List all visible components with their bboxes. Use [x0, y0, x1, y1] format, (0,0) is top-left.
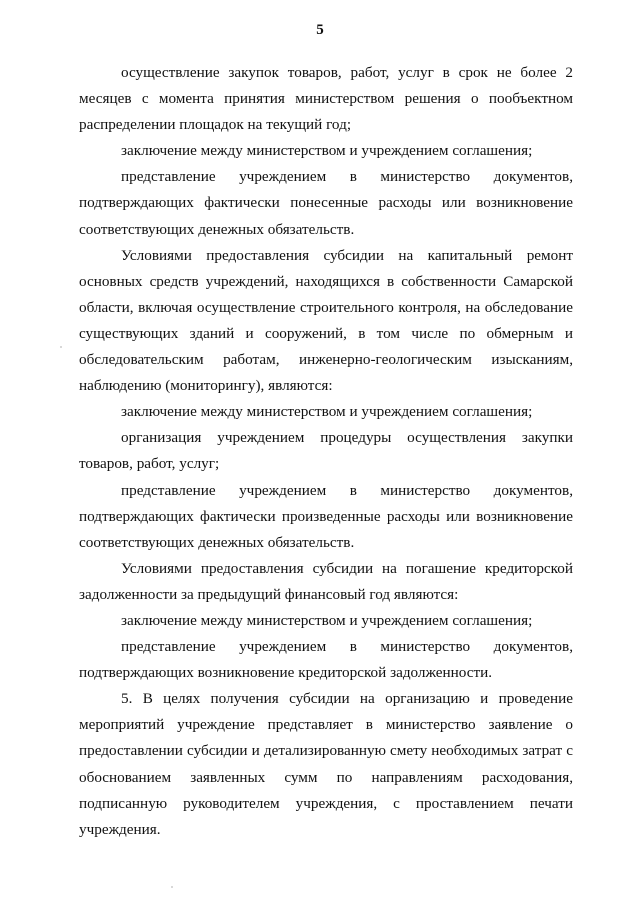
paragraph-agreement-3: заключение между министерством и учреждением соглашения;	[121, 611, 533, 629]
page-number: 5	[316, 22, 324, 38]
paragraph-agreement-2: заключение между министерством и учреждением соглашения;	[121, 403, 533, 421]
scan-speck	[171, 886, 173, 888]
document-body	[79, 60, 573, 843]
paragraph-documents-expenses-2: представление учреждением в министерство документов, подтверждающих фактически произведенные расходы или возникновение соответствующих денежных обязательств.	[79, 481, 573, 551]
paragraph-procurement-deadline: осуществление закупок товаров, работ, услуг в срок не более 2 месяцев с момента принятия министерством решения о пообъектном распределении площадок на текущий год;	[79, 64, 573, 134]
paragraph-capital-repair-conditions: Условиями предоставления субсидии на капитальный ремонт основных средств учреждений, находящихся в собственности Самарской области, включая осуществление строительного контроля, на обследование существующих зданий и сооружений, в том числе по обмерным и обследовательским работам, инженерно-геологическим изысканиям, наблюдению (мониторингу), являются:	[79, 246, 573, 395]
paragraph-documents-expenses-1: представление учреждением в министерство документов, подтверждающих фактически понесенные расходы или возникновение соответствующих денежных обязательств.	[79, 168, 573, 238]
paragraph-debt-documents: представление учреждением в министерство документов, подтверждающих возникновение кредиторской задолженности.	[79, 638, 573, 682]
scan-speck	[60, 346, 62, 348]
paragraph-agreement-1: заключение между министерством и учреждением соглашения;	[121, 142, 533, 160]
paragraph-section-5: 5. В целях получения субсидии на организацию и проведение мероприятий учреждение представляет в министерство заявление о предоставлении субсидии и детализированную смету необходимых затрат с обоснованием заявленных сумм по направлениям расходования, подписанную руководителем учреждения, с проставлением печати учреждения.	[79, 690, 573, 838]
paragraph-debt-conditions: Условиями предоставления субсидии на погашение кредиторской задолженности за предыдущий финансовый год являются:	[79, 559, 573, 603]
paragraph-procurement-procedure: организация учреждением процедуры осуществления закупки товаров, работ, услуг;	[79, 429, 573, 473]
